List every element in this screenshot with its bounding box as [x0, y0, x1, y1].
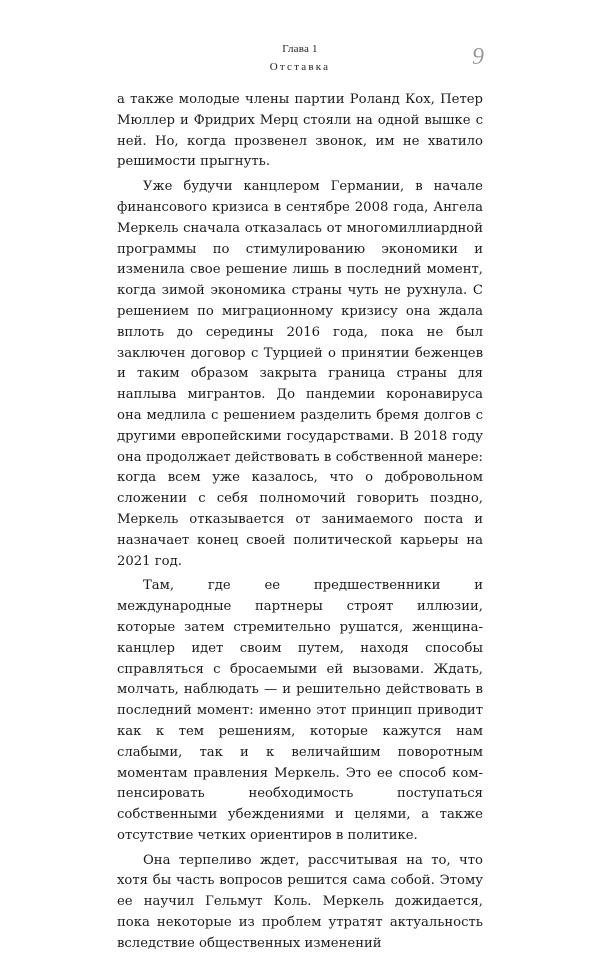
running-head — [0, 42, 600, 74]
paragraph-2: Уже будучи канцлером Германии, в начале финансового кризиса в сентябре 2008 года, Ангела Меркель сначала отказалась от многомиллиардной программы по стимулированию экономики и изменила свое решение лишь в последний момент, когда зимой экономика страны чуть не рухнула. С решением по миграционному кризису она ждала вплоть до середины 2016 года, пока не был заключен договор с Турцией о принятии беженцев и таким образом закрыта граница страны для наплыва мигрантов. До пандемии коронавируса она медлила с решением разделить бремя долгов с другими европейскими государствами. В 2018 году она продолжает действовать в собственной манере: когда всем уже казалось, что о добровольном сложении с себя полномочий говорить поздно, Меркель отказывается от занимаемого поста и назначает конец своей политической карьеры на 2021 год. — [117, 179, 483, 569]
chapter-label: Глава 1 — [282, 43, 318, 55]
text-body — [117, 90, 483, 955]
paragraph-3: Там, где ее предшественники и международные партнеры строят иллюзии, которые затем стремительно рушатся, женщина-канцлер идет своим путем, находя способы справляться с бросаемыми ей вызовами. Ждать, молчать, наблюдать — и решительно действовать в последний момент: именно этот принцип приводит как к тем решениям, которые кажутся нам слабыми, так и к величайшим поворотным моментам правления Меркель. Это ее способ компенсировать необходимость поступаться собственными убеждениями и целями, а также отсутствие четких ориентиров в политике. — [117, 578, 483, 843]
paragraph-1: а также молодые члены партии Роланд Кох, Петер Мюллер и Фридрих Мерц стояли на одной вышке с ней. Но, когда прозвенел звонок, им не хватило решимости прыгнуть. — [117, 92, 483, 170]
chapter-title: Отставка — [269, 61, 331, 73]
paragraph-4: Она терпеливо ждет, рассчитывая на то, что хотя бы часть вопросов решится сама собой. Этому ее научил Гельмут Коль. Меркель дожидается, пока некоторые из проблем утратят актуальность вследствие общественных изменений — [117, 852, 483, 951]
page-number: 9 — [472, 44, 484, 70]
